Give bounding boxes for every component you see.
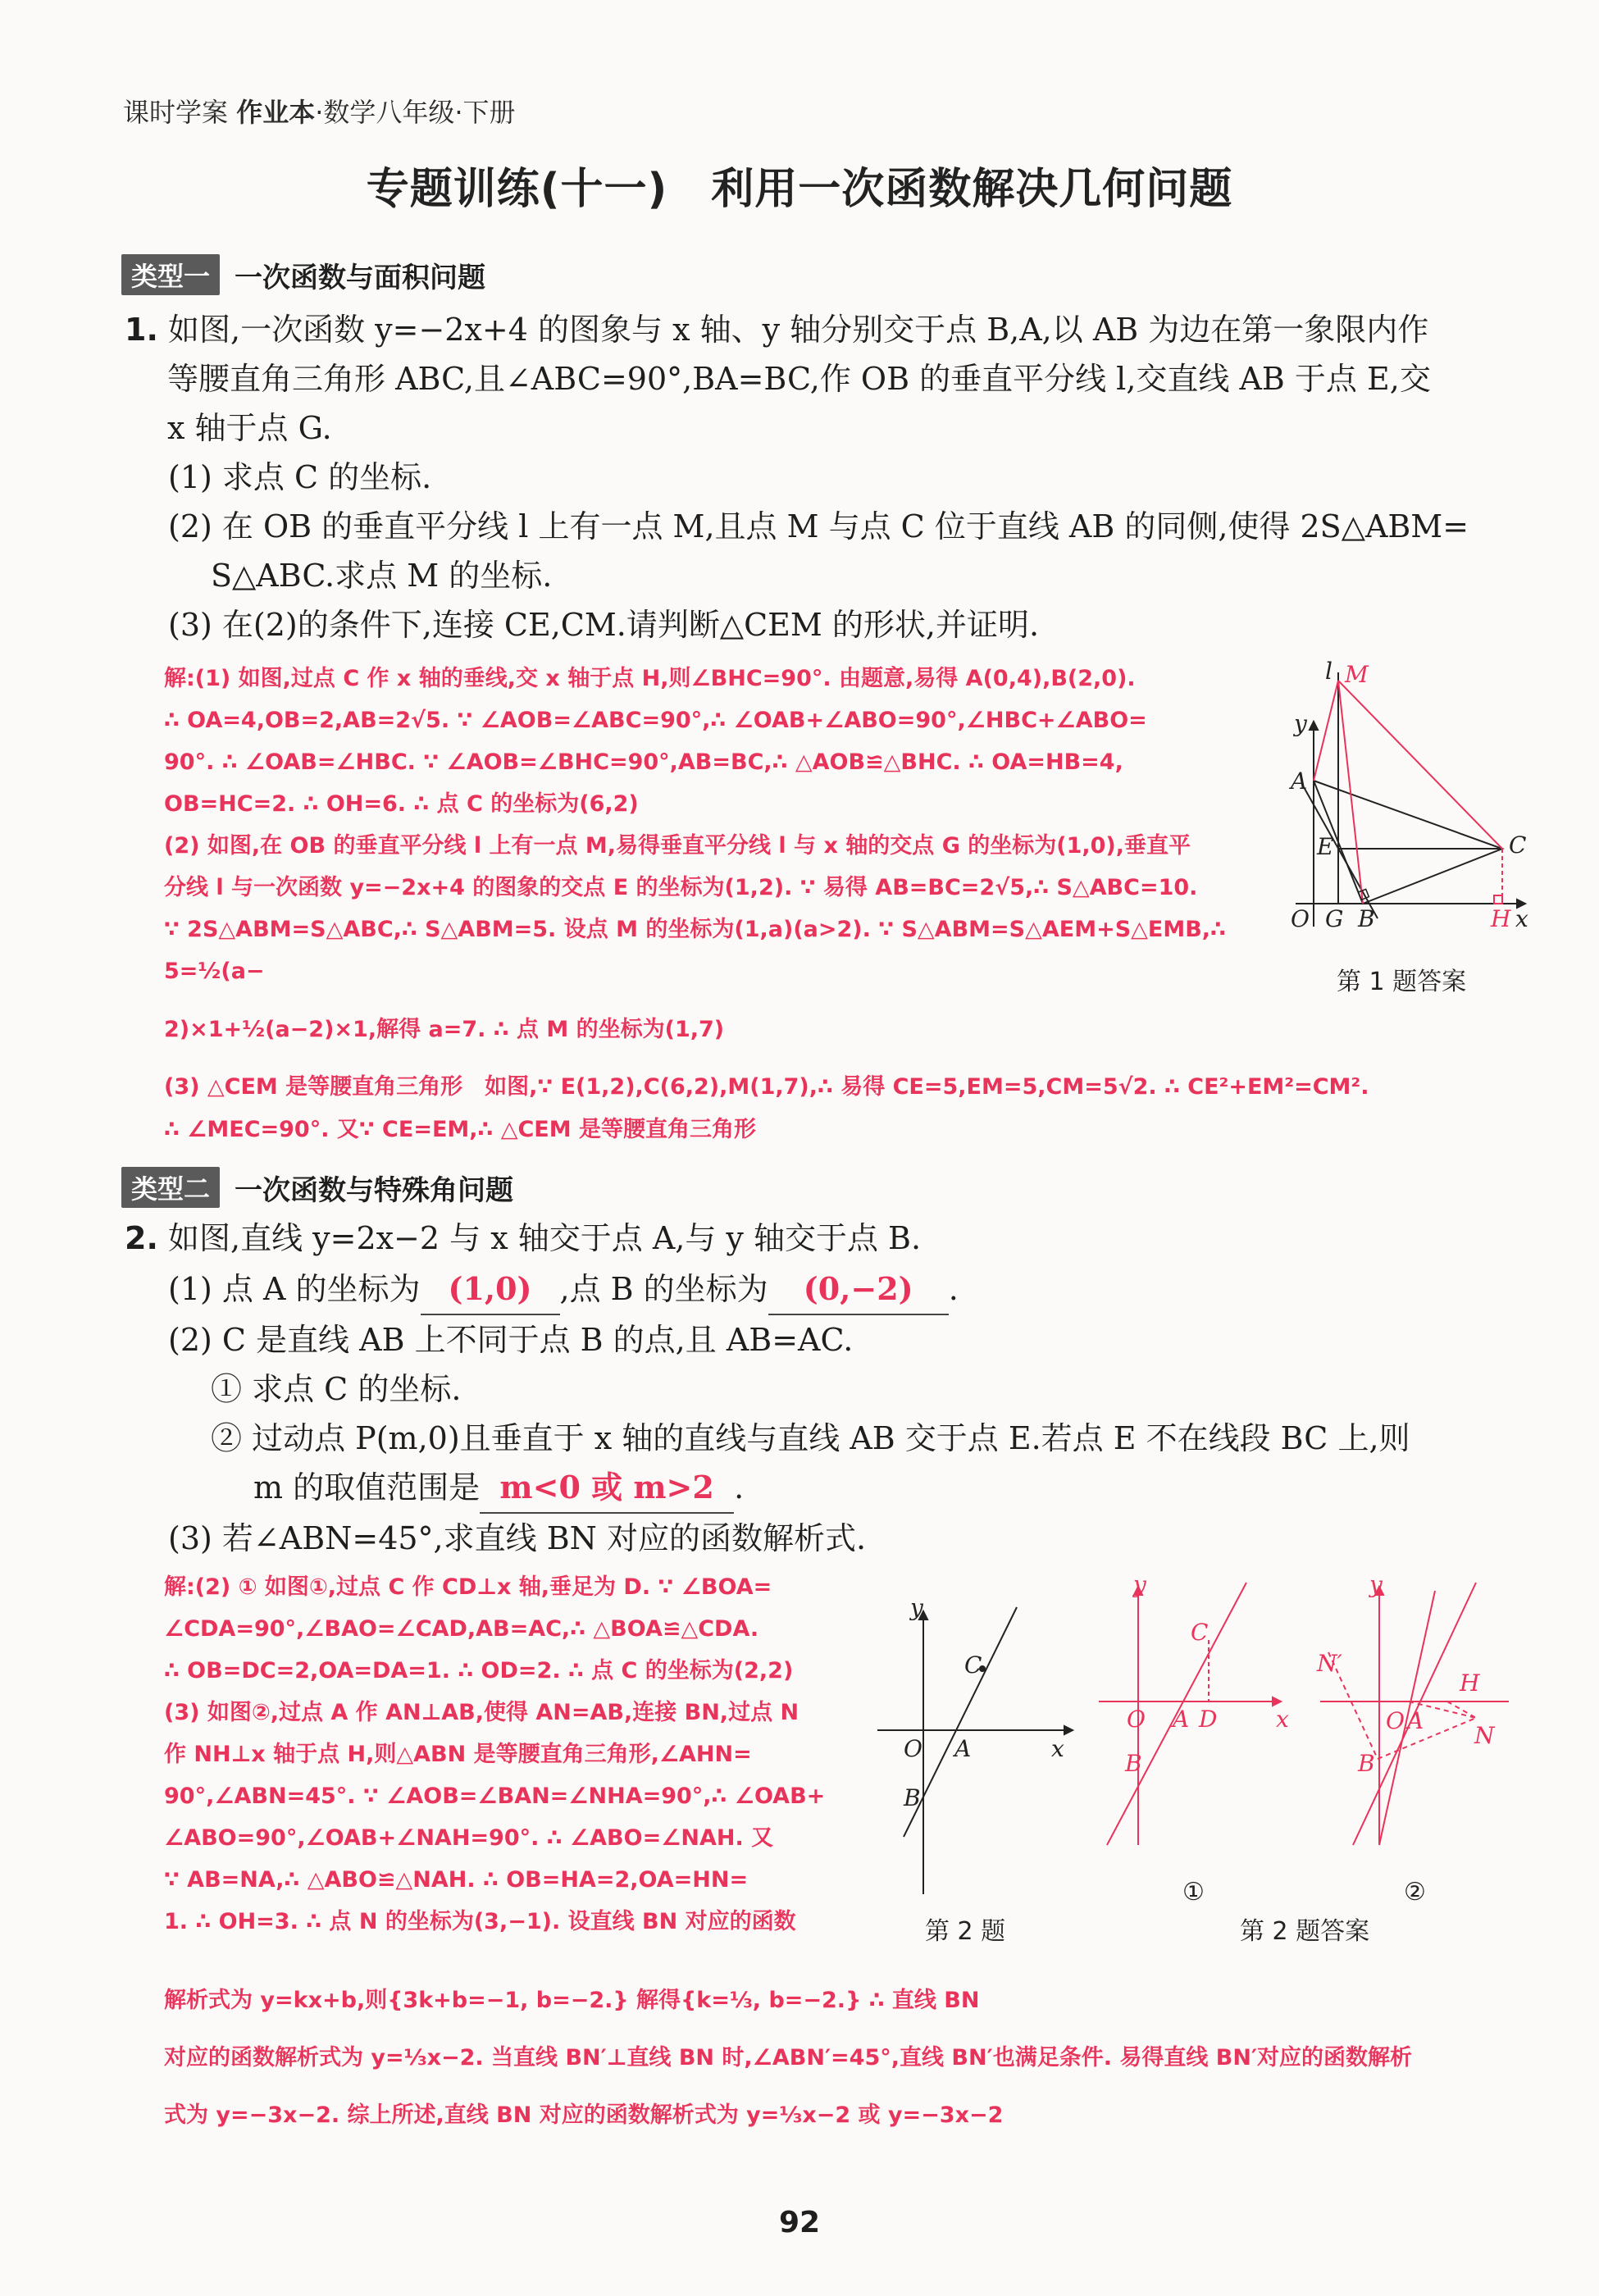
ans1-line: 2)×1+½(a−2)×1,解得 a=7. ∴ 点 M 的坐标为(1,7): [164, 1017, 725, 1042]
ans2-line: (3) 如图②,过点 A 作 AN⊥AB,使得 AN=AB,连接 BN,过点 N: [164, 1700, 800, 1725]
ans1-line: (3) △CEM 是等腰直角三角形 如图,∵ E(1,2),C(6,2),M(1,7),∴ 易得 CE=5,EM=5,CM=5√2. ∴ CE²+EM²=CM².: [164, 1074, 1369, 1100]
figure-2-answer-1: [1091, 1574, 1296, 1902]
label-x: x: [1276, 1706, 1289, 1733]
q2-part2-1: ① 求点 C 的坐标.: [211, 1371, 462, 1407]
q2-part2: (2) C 是直线 AB 上不同于点 B 的点,且 AB=AC.: [168, 1322, 854, 1358]
label-b: B: [1358, 905, 1375, 932]
header-series: 课时学案: [123, 97, 229, 128]
ans2-line: 作 NH⊥x 轴于点 H,则△ABN 是等腰直角三角形,∠AHN=: [164, 1742, 752, 1767]
label-g: G: [1325, 905, 1344, 932]
figure-2: [869, 1591, 1082, 1902]
label-o: O: [904, 1735, 922, 1762]
label-o: O: [1291, 905, 1310, 932]
q2-answer-a: (1,0): [421, 1264, 560, 1315]
q1-part2a: (2) 在 OB 的垂直平分线 l 上有一点 M,且点 M 与点 C 位于直线 AB 的同侧,使得 2S△ABM=: [168, 508, 1469, 544]
type2-title: 一次函数与特殊角问题: [235, 1173, 514, 1207]
figure-2-answer-2-label: ②: [1404, 1878, 1426, 1906]
question-2: [125, 1214, 1535, 1263]
label-l: l: [1325, 658, 1332, 685]
q2-number: 2.: [125, 1220, 158, 1256]
label-h: H: [1491, 905, 1511, 932]
label-b: B: [1125, 1750, 1142, 1777]
running-header: [123, 92, 516, 130]
q2-part1b: ,点 B 的坐标为: [559, 1271, 768, 1307]
type2-tag: 类型二: [121, 1167, 220, 1208]
section-type1: [121, 255, 485, 294]
q2-part2-2b: m 的取值范围是: [253, 1469, 481, 1506]
type1-title: 一次函数与面积问题: [235, 261, 486, 294]
segment-mc: [1338, 681, 1502, 849]
label-x: x: [1051, 1735, 1064, 1762]
ans1-line: 90°. ∴ ∠OAB=∠HBC. ∵ ∠AOB=∠BHC=90°,AB=BC,∴ △AOB≌△BHC. ∴ OA=HB=4,: [164, 749, 1123, 775]
label-y: y: [1133, 1574, 1146, 1598]
figure-2-caption: 第 2 题: [925, 1917, 1006, 1946]
label-o: O: [1127, 1706, 1146, 1733]
y-arrow: [1310, 722, 1318, 730]
ans1-line: ∴ OA=4,OB=2,AB=2√5. ∵ ∠AOB=∠ABC=90°,∴ ∠OAB+∠ABO=90°,∠HBC+∠ABO=: [164, 708, 1147, 733]
line-ab: [904, 1607, 1017, 1837]
label-y: y: [1369, 1574, 1383, 1598]
label-a: A: [1173, 1706, 1190, 1733]
ans1-line: OB=HC=2. ∴ OH=6. ∴ 点 C 的坐标为(6,2): [164, 791, 639, 817]
answer-1-block-b: [164, 1009, 1542, 1151]
label-b: B: [1358, 1750, 1375, 1777]
ans1-line: ∵ 2S△ABM=S△ABC,∴ S△ABM=5. 设点 M 的坐标为(1,a)(a>2). ∵ S△ABM=S△AEM+S△EMB,∴ 5=½(a−: [164, 917, 1226, 984]
q1-part2b: S△ABC.求点 M 的坐标.: [211, 558, 553, 594]
label-n: N: [1474, 1722, 1495, 1749]
figure-2-answer-caption: 第 2 题答案: [1240, 1917, 1370, 1946]
figure-1-caption: 第 1 题答案: [1337, 968, 1467, 996]
ans2-line: 解析式为 y=kx+b,则{3k+b=−1, b=−2.} 解得{k=⅓, b=−2.} ∴ 直线 BN: [164, 1988, 980, 2013]
ans2-line: ∵ AB=NA,∴ △ABO≌△NAH. ∴ OB=HA=2,OA=HN=: [164, 1867, 749, 1893]
label-d: D: [1199, 1706, 1218, 1733]
q2-part2-2c: .: [734, 1469, 745, 1506]
ans1-line: (2) 如图,在 OB 的垂直平分线 l 上有一点 M,易得垂直平分线 l 与 x 轴的交点 G 的坐标为(1,0),垂直平: [164, 833, 1191, 859]
q2-part1c: .: [948, 1271, 959, 1307]
ans2-line: ∠ABO=90°,∠OAB+∠NAH=90°. ∴ ∠ABO=∠NAH. 又: [164, 1825, 774, 1851]
ans1-line: 解:(1) 如图,过点 C 作 x 轴的垂线,交 x 轴于点 H,则∠BHC=90°. 由题意,易得 A(0,4),B(2,0).: [164, 666, 1136, 691]
type1-tag: 类型一: [121, 254, 220, 295]
label-c: C: [1191, 1619, 1209, 1646]
header-book: 作业本: [236, 97, 316, 128]
label-c: C: [1509, 831, 1527, 859]
right-angle-h: [1494, 895, 1502, 904]
label-y: y: [1294, 710, 1307, 737]
q1-part3: (3) 在(2)的条件下,连接 CE,CM.请判断△CEM 的形状,并证明.: [168, 607, 1040, 643]
label-h: H: [1460, 1670, 1480, 1697]
q1-parts: [168, 453, 1538, 649]
q1-line1: 如图,一次函数 y=−2x+4 的图象与 x 轴、y 轴分别交于点 B,A,以 AB 为边在第一象限内作: [167, 312, 1429, 348]
section-type2: [121, 1168, 513, 1207]
segment-hn: [1447, 1702, 1476, 1718]
ans2-line: 1. ∴ OH=3. ∴ 点 N 的坐标为(3,−1). 设直线 BN 对应的函数: [164, 1909, 796, 1934]
label-e: E: [1317, 833, 1334, 860]
answer-2-block-b: [164, 1972, 1558, 2144]
ans2-line: ∴ OB=DC=2,OA=DA=1. ∴ OD=2. ∴ 点 C 的坐标为(2,2): [164, 1658, 794, 1683]
q2-answer-range: m<0 或 m>2: [480, 1463, 734, 1514]
ans2-line: 式为 y=−3x−2. 综上所述,直线 BN 对应的函数解析式为 y=⅓x−2 或 y=−3x−2: [164, 2102, 1004, 2128]
header-subject: ·数学八年级·下册: [315, 97, 516, 128]
ans1-line: ∴ ∠MEC=90°. 又∵ CE=EM,∴ △CEM 是等腰直角三角形: [164, 1117, 756, 1142]
label-y: y: [910, 1594, 923, 1621]
ans2-line: 解:(2) ① 如图①,过点 C 作 CD⊥x 轴,垂足为 D. ∵ ∠BOA=: [164, 1574, 772, 1600]
q2-part1a: (1) 点 A 的坐标为: [168, 1271, 421, 1307]
label-a: A: [1407, 1707, 1424, 1734]
figure-2-answer-2: [1312, 1574, 1525, 1902]
ans2-line: 90°,∠ABN=45°. ∵ ∠AOB=∠BAN=∠NHA=90°,∴ ∠OAB+: [164, 1784, 826, 1809]
q2-parts: [168, 1264, 1538, 1563]
q2-part2-2a: ② 过动点 P(m,0)且垂直于 x 轴的直线与直线 AB 交于点 E.若点 E 不在线段 BC 上,则: [211, 1420, 1410, 1456]
question-1: [125, 305, 1535, 453]
triangle-abc: [1314, 781, 1502, 904]
q2-answer-b: (0,−2): [768, 1264, 949, 1315]
label-a: A: [954, 1735, 972, 1762]
label-o: O: [1386, 1707, 1405, 1734]
ans1-line: 分线 l 与一次函数 y=−2x+4 的图象的交点 E 的坐标为(1,2). ∵ 易得 AB=BC=2√5,∴ S△ABC=10.: [164, 875, 1198, 900]
page-number: 92: [778, 2206, 821, 2239]
q1-line3: x 轴于点 G.: [167, 410, 332, 446]
label-c: C: [964, 1651, 982, 1679]
ans2-line: 对应的函数解析式为 y=⅓x−2. 当直线 BN′⊥直线 BN 时,∠ABN′=45°,直线 BN′也满足条件. 易得直线 BN′对应的函数解析: [164, 2045, 1413, 2070]
figure-1-answer: [1279, 656, 1542, 943]
figure-2-answer-1-label: ①: [1182, 1878, 1205, 1906]
label-n-prime: N′: [1317, 1650, 1342, 1677]
page-title: 专题训练(十一) 利用一次函数解决几何问题: [366, 165, 1233, 214]
q1-number: 1.: [125, 312, 158, 348]
label-m: M: [1345, 661, 1369, 688]
label-x: x: [1515, 905, 1528, 932]
q1-line2: 等腰直角三角形 ABC,且∠ABC=90°,BA=BC,作 OB 的垂直平分线 l,交直线 AB 于点 E,交: [167, 361, 1431, 397]
label-b: B: [904, 1784, 921, 1811]
label-a: A: [1291, 768, 1308, 795]
q2-line1: 如图,直线 y=2x−2 与 x 轴交于点 A,与 y 轴交于点 B.: [167, 1220, 922, 1256]
ans2-line: ∠CDA=90°,∠BAO=∠CAD,AB=AC,∴ △BOA≌△CDA.: [164, 1616, 759, 1642]
answer-2-block-a: [164, 1566, 869, 1943]
answer-1-block-a: [164, 658, 1279, 992]
q2-part3: (3) 若∠ABN=45°,求直线 BN 对应的函数解析式.: [168, 1520, 867, 1556]
q1-part1: (1) 求点 C 的坐标.: [168, 459, 432, 495]
line-ab: [1304, 787, 1378, 918]
